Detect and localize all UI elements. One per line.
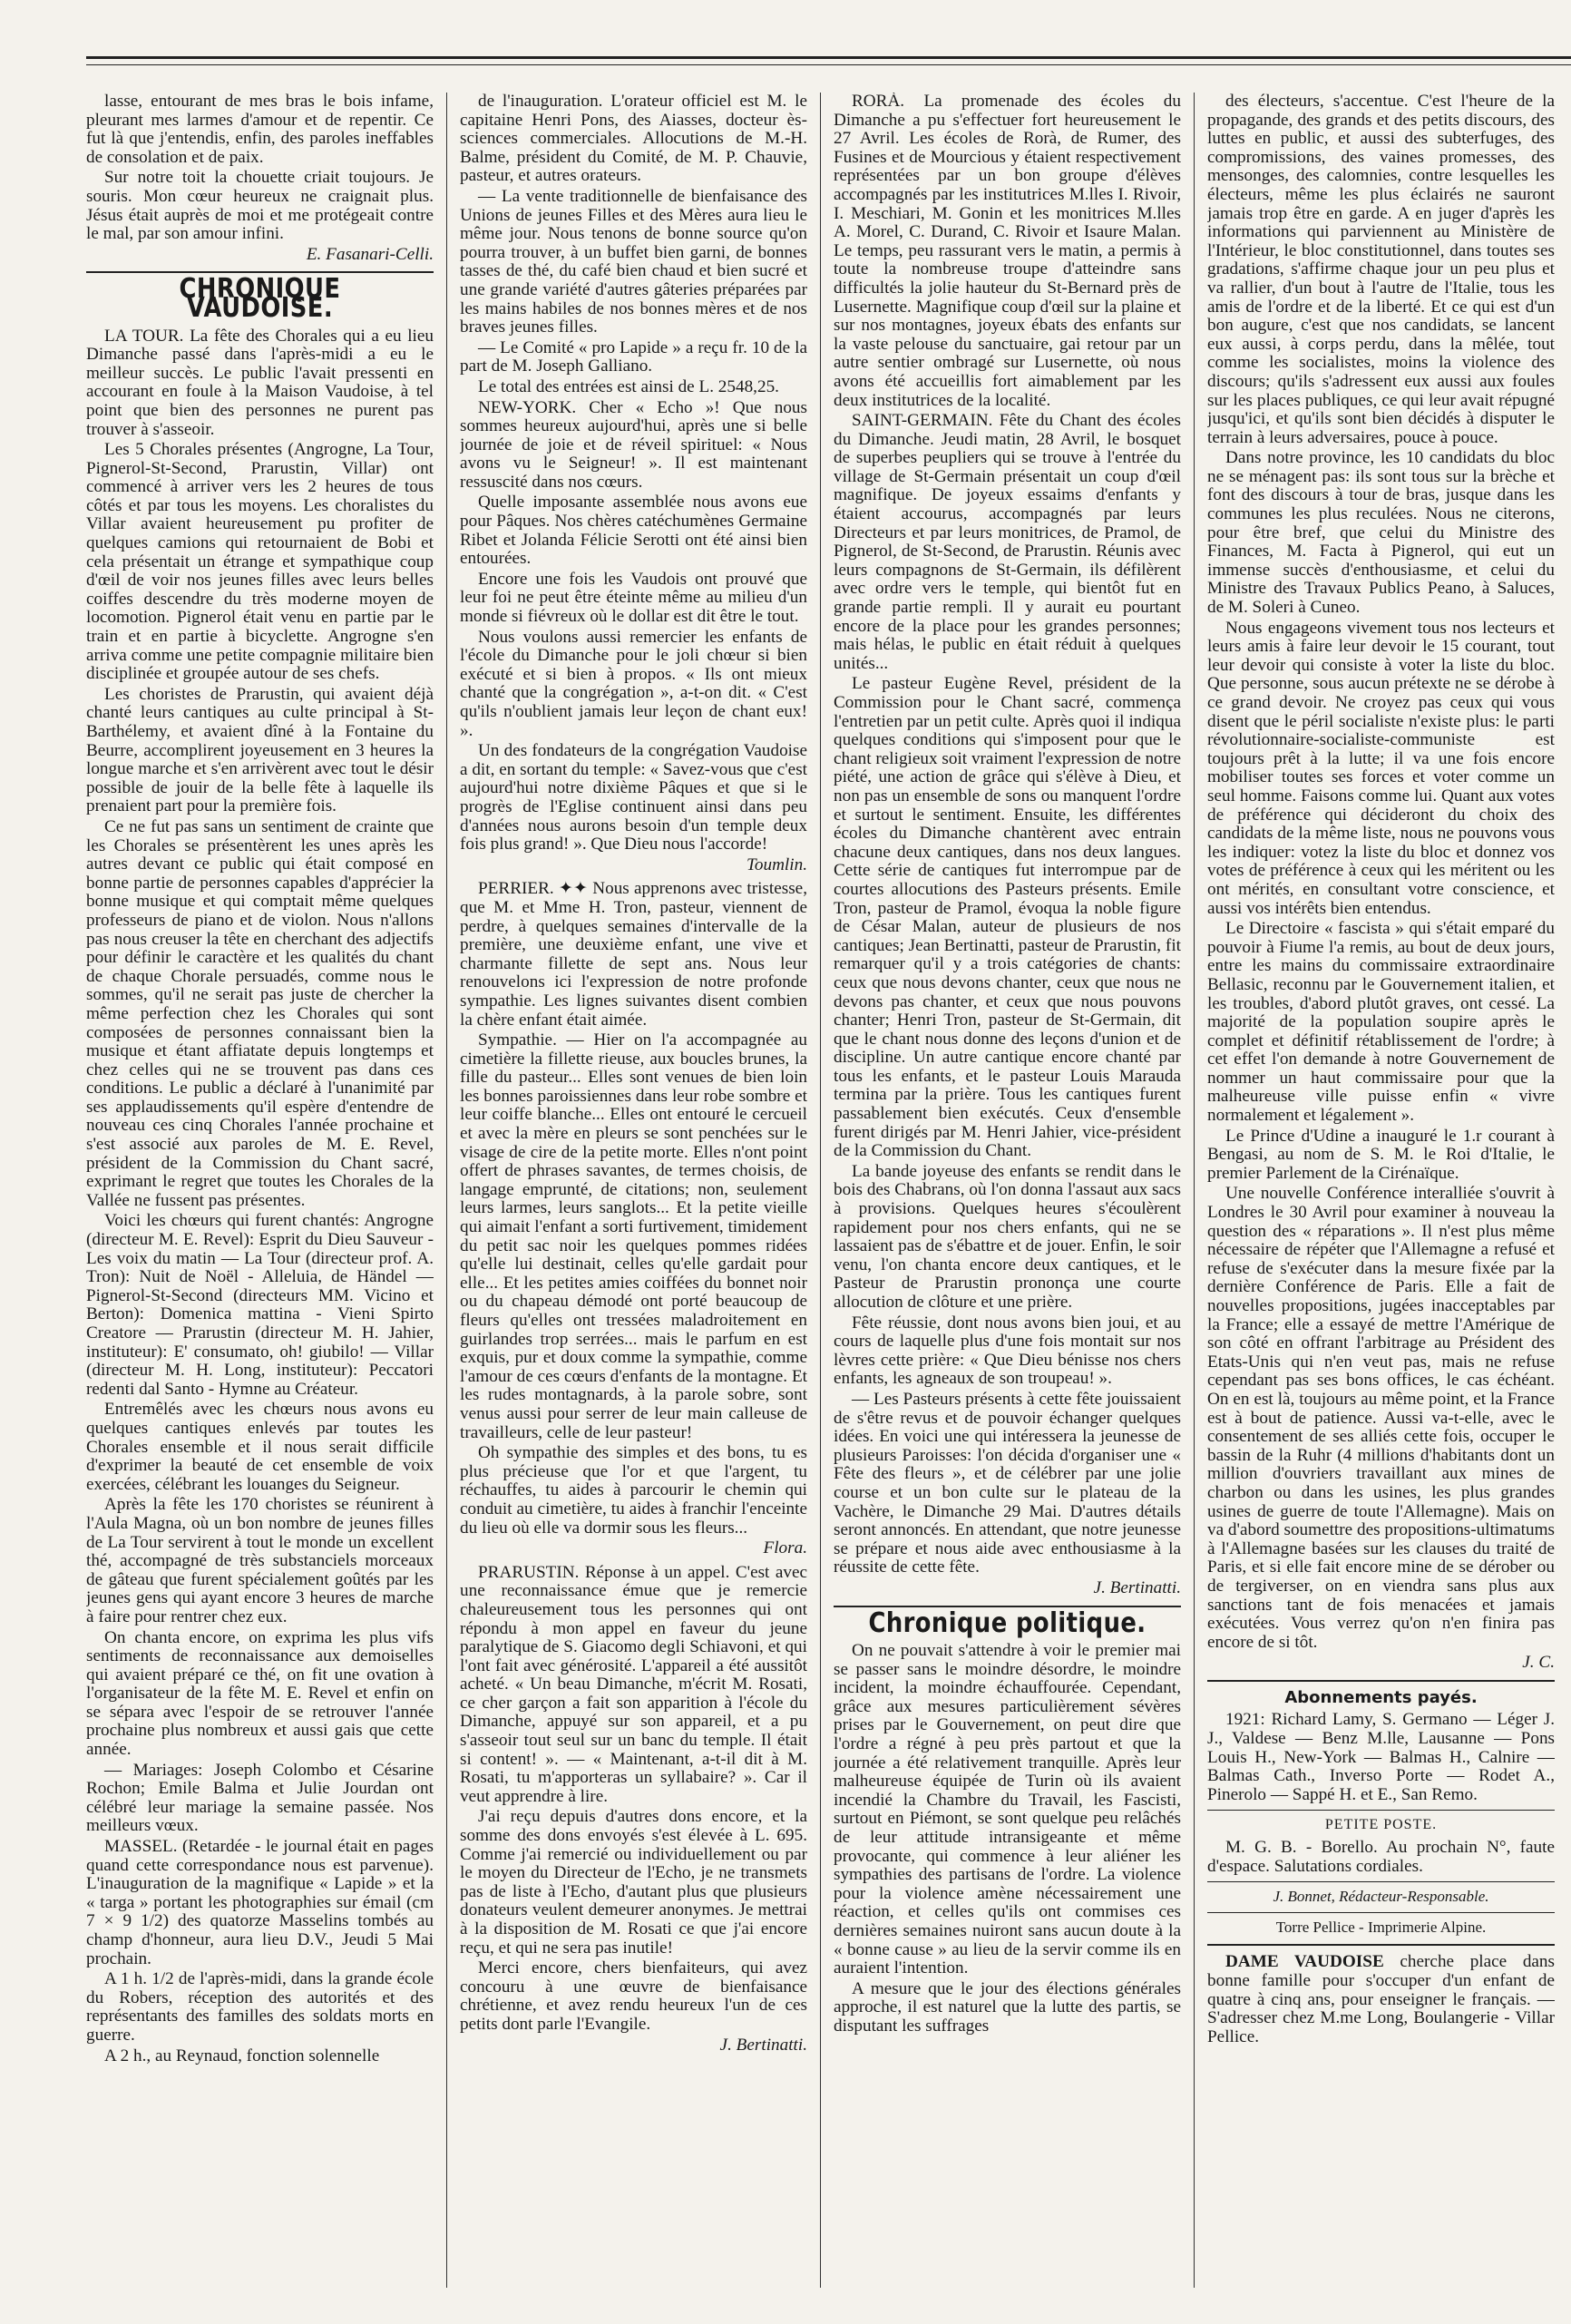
column-divider (820, 93, 821, 2288)
poem-signature: E. Fasanari-Celli. (306, 244, 434, 264)
article-signature: J. C. (1522, 1653, 1555, 1673)
newspaper-page (86, 56, 1571, 2297)
column-4 (1207, 93, 1555, 2288)
article-paragraph: On ne pouvait s'attendre à voir le premier mai se passer sans le moindre désordre, le moindre incident, la moindre échauffourée. Cependant, grâce aux mesures particulièrement sévères prises par le Gouvernement, on peut dire que l'ordre a régné à peu près partout et que la journée a été relativement tranquille. Après leur malheureuse équipée de Turin où ils avaient incendié la Chambre du Travail, les Fascisti, surtout en Piémont, se sont quelque peu relâchés de leur attitude intransigeante et même provocante, qui commence à leur aliéner les sympathies des partisans de l'ordre. La violence pour la violence amène nécessairement une réaction, et celles qu'ils ont commises ces dernières semaines nuiront sans aucun doute à la « bonne cause » au lieu de la servir comme ils en auraient l'intention. (834, 1641, 1181, 1978)
column-3 (834, 93, 1181, 2288)
article-paragraph: On chanta encore, on exprima les plus vifs sentiments de reconnaissance aux demoiselles qui avaient préparé ce thé, on fit une ovation à l'organisateur de la fête M. E. Revel et enfin on se sépara avec l'espoir de se retrouver l'année prochaine plus nombreux et aussi gais que cette année. (86, 1627, 434, 1760)
article-paragraph: Ce ne fut pas sans un sentiment de crainte que les Chorales se présentèrent les unes après les autres devant ce public qui était composé en bonne partie de personnes capables d'apprécier la bonne musique et qui comptait même quelques professeurs de piano et de violon. Nous n'allons pas nous creuser la tête en cherchant des adjectifs pour définir le caractère et les qualités du chant de chaque Chorale persuadés, comme nous le sommes, qu'il ne serait pas juste de chercher la même perfection chez les Chorales qui sont composées de personnes connaissant bien la musique et étant affiatate depuis longtemps et chez celles qui ne se trouvent pas dans ces conditions. Le public a déclaré à l'unanimité par ses applaudissements qu'il espère d'entendre de nouveau ces cinq Chorales l'année prochaine et s'est associé aux paroles de M. E. Revel, président de la Commission du Chant sacré, exprimant le regret que toutes les Chorales de la Vallée ne fussent pas présentes. (86, 816, 434, 1210)
article-signature: Toumlin. (746, 854, 807, 874)
article-paragraph: Une nouvelle Conférence interalliée s'ouvrit à Londres le 30 Avril pour examiner à nouveau la question des « réparations ». Il n'est plus même nécessaire de répéter que l'Allemagne a refusé et refuse de s'exécuter dans la mesure fixée par la dernière Conférence de Paris. Elle a fait de nouvelles propositions, jugées inacceptables par la France; elle a essayé de mettre l'Amérique de son côté en offrant l'arbitrage au Président des Etats-Unis qui n'en veut pas, mais ne refuse cependant pas ses bons offices, le cas échéant. On en est là, toujours au même point, et la France est à bout de patience. Aussi va-t-elle, avec le consentement de ses alliés cette fois, occuper le bassin de la Ruhr (4 millions d'habitants dont un million d'ouvriers travaillant aux mines de charbon ou dans les usines, les plus grandes usines de guerre de toute l'Allemagne). Mais on va d'abord soumettre des propositions-ultimatums à l'Allemagne basées sur les clauses du traité de Paris, et si elle fait encore mine de se dérober ou de tergiverser, on en viendra sans plus aux sanctions tant de fois menacées et jamais exécutées. Vous verrez qu'on n'en finira pas encore de si tôt. (1207, 1184, 1555, 1652)
article-paragraph: Quelle imposante assemblée nous avons eue pour Pâques. Nos chères catéchumènes Germaine Ribet et Jolanda Félicie Serotti ont été ainsi bien entourées. (460, 493, 807, 569)
article-paragraph: Les 5 Chorales présentes (Angrogne, La Tour, Pignerol-St-Second, Prarustin, Villar) ont commencé à arriver vers les 2 heures de tous côtés et par tous les moyens. Les choralistes du Villar avaient heureusement pu profiter de quelques camions qui retournaient de Bobi et cela présentait un étrange et sympathique coup d'œil de voir nos jeunes filles avec leurs belles coiffes descendre du très moderne moyen de locomotion. Pignerol était venu en partie par le train et en partie à bicyclette. Angrogne s'en arriva comme une petite compagnie militaire bien disciplinée et groupée autour de ses chefs. (86, 440, 434, 684)
article-paragraph: Un des fondateurs de la congrégation Vaudoise a dit, en sortant du temple: « Savez-vous que c'est aujourd'hui notre dixième Pâques et que si le progrès de l'Eglise continuent ainsi dans peu d'années nous aurons besoin d'un temple deux fois plus grand! ». Que Dieu nous l'accorde! (460, 741, 807, 854)
article-paragraph: Après la fête les 170 choristes se réunirent à l'Aula Magna, où un bon nombre de jeunes filles de La Tour servirent à tout le monde un excellent thé, accompagné de très substanciels morceaux de gâteau que furent spécialement goûtés par les jeunes gens qui ayant encore 3 heures de marche à faire pour rentrer chez eux. (86, 1495, 434, 1626)
article-signature: Flora. (763, 1538, 807, 1558)
ad-title: DAME VAUDOISE (1225, 1952, 1384, 1972)
article-paragraph: A mesure que le jour des élections générales approche, il est naturel que la lutte des partis, se disputant les suffrages (834, 1978, 1181, 2036)
article-paragraph: SAINT-GERMAIN. Fête du Chant des écoles du Dimanche. Jeudi matin, 28 Avril, le bosquet de superbes peupliers qui se trouve à l'entrée du village de St-Germain présentait un coup d'œil magnifique. De joyeux essaims d'enfants y étaient accourus, accompagnés par leurs Directeurs et par leurs monitrices, de Pramol, de Pignerol, de St-Second, de Prarustin. Réunis avec leurs compagnons de St-Germain, ils défilèrent avec ordre vers le temple, qui bientôt fut en grande partie rempli. Il y aurait eu pourtant encore de la place pour les grandes personnes; mais hélas, le public en était réduit à quelques unités... (834, 411, 1181, 673)
column-divider (1194, 93, 1195, 2288)
article-paragraph: PERRIER. ✦✦ Nous apprenons avec tristesse, que M. et Mme H. Tron, pasteur, viennent de perdre, à quelques semaines d'intervalle de la première, une deuxième enfant, une vive et charmante fillette de sept ans. Nous leur renouvelons ici l'expression de notre profonde sympathie. Les lignes suivantes disent combien la chère enfant était aimée. (460, 879, 807, 1030)
abonnements-list: 1921: Richard Lamy, S. Germano — Léger J. J., Valdese — Benz M.lle, Lausanne — Pons Louis H., New-York — Balmas H., Calnire — Balmas Cath., Inverso Porte — Rodet A., Pinerolo — Sappé H. et E., San Remo. (1207, 1710, 1555, 1804)
article-paragraph: A 2 h., au Reynaud, fonction solennelle (104, 2046, 380, 2065)
article-paragraph: Le total des entrées est ainsi de L. 2548,25. (478, 376, 779, 396)
article-paragraph: J'ai reçu depuis d'autres dons encore, et la somme des dons envoyés s'est élevée à L. 695. Comme j'ai remercié ou individuellement ou par le moyen du Directeur de l'Echo, je ne transmets pas de liste à l'Echo, d'autant plus que plusieurs donateurs veulent demeurer anonymes. Je mettrai à la disposition de M. Rosati ce que j'ai encore reçu, et qui ne sera pas inutile! (460, 1807, 807, 1958)
article-paragraph: Dans notre province, les 10 candidats du bloc ne se ménagent pas: ils sont tous sur la brèche et font des discours à tour de bras, jusque dans les communes les plus reculées. Nous ne citerons, pour être bref, que celui du Ministre des Finances, M. Facta à Pignerol, qui eut un immense succès d'enthousiasme, et celui du Ministre des Travaux Publics Peano, à Saluces, de M. Soleri à Cuneo. (1207, 448, 1555, 618)
top-rule (86, 56, 1571, 65)
column-divider (446, 93, 447, 2288)
imprimerie-line: Torre Pellice - Imprimerie Alpine. (1275, 1918, 1487, 1936)
article-paragraph: Le pasteur Eugène Revel, président de la Commission pour le Chant sacré, commença l'entretien par un petit culte. Après quoi il indiqua quelques conditions qui s'imposent pour que le chant religieux soit vraiment l'expression de notre piété, une action de grâce qui s'élève à Dieu, et non pas un ensemble de sons ou manquent l'ordre et surtout le sentiment. Ensuite, les différentes écoles du Dimanche chantèrent avec entrain chacune deux cantiques, dans nos deux langues. Cette série de cantiques fut interrompue par de courtes allocutions des Pasteurs présents. Emile Tron, pasteur de Pramol, évoqua la noble figure de César Malan, auteur de plusieurs de nos cantiques; Jean Bertinatti, pasteur de Prarustin, fit remarquer qu'il y a trois catégories de chants: ceux que nous devons chanter, ceux que nous ne devons pas chanter, et ceux que nous pouvons chanter; Henri Tron, pasteur de St-Germain, dit que le chant nous donne des leçons d'union et de discipline. Un autre cantique encore chanté par tous les enfants, et le pasteur Louis Marauda termina par la prière. Tous les cantiques furent passablement bien exécutés. Ceux d'ensemble furent dirigés par M. Henri Jahier, vice-président de la Commission du Chant. (834, 674, 1181, 1161)
article-paragraph: des électeurs, s'accentue. C'est l'heure de la propagande, des grands et des petits discours, des luttes en public, et aussi des subterfuges, des compromissions, des vaines promesses, des mensonges, des calomnies, contre lesquelles les électeurs, même les plus éclairés ne sauront jamais trop être en garde. A en juger d'après les informations qui parviennent au Ministère de l'Intérieur, le bloc constitutionnel, dans toutes ses gradations, s'affirme chaque jour un peu plus et va rallier, d'un bout à l'autre de l'Italie, tous les amis de l'ordre et de la liberté. Et ce qui est d'un bon augure, c'est que nos candidats, se lancent eux aussi, à corps perdu, dans la mêlée, tout comme les socialistes, moins la violence des discours; qu'ils s'adressent eux aussi aux foules sur les places publiques, ce qui leur avait répugné jusqu'ici, et qu'ils sont bien décidés à disputer le terrain à leurs adversaires, pouce à pouce. (1207, 93, 1555, 447)
article-paragraph: Oh sympathie des simples et des bons, tu es plus précieuse que l'or et que l'argent, tu réchauffes, tu aides à parcourir le chemin qui conduit au cimetière, tu aides à franchir l'enceinte du lieu où elle va dormir sous les fleurs... (460, 1443, 807, 1538)
article-paragraph: A 1 h. 1/2 de l'après-midi, dans la grande école du Robers, réception des autorités et des représentants des familles des soldats morts en guerre. (86, 1969, 434, 2045)
article-paragraph: MASSEL. (Retardée - le journal était en pages quand cette correspondance nous est parvenue). L'inauguration de la magnifique « Lapide » et la « targa » portant les photographies sur émail (cm 7 × 9 1/2) des quatorze Masselins tombés au champ d'honneur, aura lieu D.V., Jeudi 5 Mai prochain. (86, 1837, 434, 1968)
article-paragraph: Nous engageons vivement tous nos lecteurs et leurs amis à faire leur devoir le 15 courant, tout leur devoir qui consiste à voter la liste du bloc. Que personne, sous aucun prétexte ne se dérobe à ce grand devoir. Ne croyez pas ceux qui vous disent que le péril socialiste n'existe plus: le parti révolutionnaire-socialiste-communiste est toujours prêt à la lutte; il va une fois encore mobiliser toutes ses forces et voter comme un seul homme. Faisons comme lui. Quant aux votes de préférence qui décideront du choix des candidats de la même liste, nous ne pouvons vous les indiquer: votez la liste du bloc et donnez vos votes de préférence à ceux qui les méritent ou les ont mérités, en consultant votre conscience, et aussi vos intérêts bien entendus. (1207, 618, 1555, 918)
section-title-chronique-politique: Chronique politique. (868, 1606, 1147, 1639)
article-paragraph: — La vente traditionnelle de bienfaisance des Unions de jeunes Filles et des Mères aura lieu le même jour. Nous tenons de bonne source qu'on pourra trouver, à un buffet bien garni, de bonnes tasses de thé, du café bien chaud et bien sucré et une grande variété d'autres gâteries préparées par les mains habiles de nos bonnes mères et de nos braves jeunes filles. (460, 186, 807, 337)
petite-poste-title: PETITE POSTE. (1324, 1817, 1438, 1833)
section-rule (1207, 1810, 1555, 1811)
article-paragraph: — Le Comité « pro Lapide » a reçu fr. 10 de la part de M. Joseph Galliano. (460, 337, 807, 376)
article-signature: J. Bertinatti. (719, 2035, 807, 2055)
article-paragraph: Sympathie. — Hier on l'a accompagnée au cimetière la fillette rieuse, aux boucles brunes, la fille du pasteur... Elles sont venues de bien loin les bonnes paroissiennes dans leur robe sombre et leur coiffe blanche... Elles ont entouré le cercueil et avec la mère en pleurs se sont penchées sur le visage de cire de la petite morte. Elles n'ont point offert de phrases savantes, de termes choisis, de langage emprunté, de citations; non, seulement leurs larmes, leurs sanglots... Et la petite vieille qui aimait l'enfant a sorti furtivement, timidement du petit sac noir les quelques pommes ridées qu'elle lui destinait, celles qu'elle gardait pour elle... Et les petites amies coiffées du bonnet noir ou du chapeau démodé ont porté beaucoup de fleurs qu'elles ont tressées maladroitement en guirlandes trop serrées... mais le parfum en est exquis, pur et doux comme la sympathie, comme l'amour de ces cœurs d'enfants de la montagne. Et les rudes montagnards, à la parole sobre, sont venus aussi pour serrer de leur main calleuse de travailleurs, celle de leur pasteur! (460, 1030, 807, 1442)
poem-paragraph: Sur notre toit la chouette criait toujours. Je souris. Mon cœur heureux ne craignait plus. Jésus était auprès de moi et me protégeait contre le mal, par son amour infini. (86, 168, 434, 244)
article-paragraph: Merci encore, chers bienfaiteurs, qui avez concouru à une œuvre de bienfaisance chrétienne, et avez rendu heureux l'un de ces petits dont parle l'Evangile. (460, 1958, 807, 2034)
column-2 (460, 93, 807, 2288)
article-paragraph: Le Directoire « fascista » qui s'était emparé du pouvoir à Fiume l'a remis, au bout de deux jours, entre les mains du commissaire extraordinaire Bellasic, reconnu par le Gouvernement italien, et les troubles, d'abord plutôt graves, ont cessé. La majorité de la population soupire après le complet et définitif rétablissement de l'ordre; à cet effet l'on demande à notre Gouvernement de nommer un haut commissaire pour que la malheureuse ville puisse enfin « vivre normalement et légalement ». (1207, 919, 1555, 1126)
article-paragraph: La bande joyeuse des enfants se rendit dans le bois des Chabrans, où l'on donna l'assaut aux sacs à provisions. Quelques heures s'écoulèrent rapidement pour nos chers enfants, qui ne se lassaient pas de s'ébattre et de jouer. Enfin, le soir venu, l'on chanta encore deux cantiques, et le Pasteur de Prarustin prononça une courte allocution de clôture et une prière. (834, 1161, 1181, 1312)
article-paragraph: Fête réussie, dont nous avons bien joui, et au cours de laquelle plus d'une fois montait sur nos lèvres cette prière: « Que Dieu bénisse nos chers enfants, les agneaux de son troupeau! ». (834, 1313, 1181, 1389)
article-paragraph: de l'inauguration. L'orateur officiel est M. le capitaine Henri Pons, des Aiasses, docteur ès-sciences commerciales. Allocutions de M.-H. Balme, président du Comité, de M. P. Chauvie, pasteur, et autres orateurs. (460, 93, 807, 186)
ad-text: cherche place dans bonne famille pour s'occuper d'un enfant de quatre à cinq ans, pour enseigner le français. — S'adresser chez M.me Long, Boulangerie - Villar Pellice. (1207, 1952, 1555, 2046)
section-rule (1207, 1944, 1555, 1946)
section-title-chronique-vaudoise: CHRONIQUE VAUDOISE. (179, 273, 341, 324)
article-paragraph: NEW-YORK. Cher « Echo »! Que nous sommes heureux aujourd'hui, après une si belle journée de joie et de réveil spirituel: « Nous avons vu le Seigneur! ». Il est maintenant ressuscité dans nos cœurs. (460, 397, 807, 492)
article-signature: J. Bertinatti. (1093, 1577, 1181, 1597)
section-rule (1207, 1881, 1555, 1882)
article-paragraph: Voici les chœurs qui furent chantés: Angrogne (directeur M. E. Revel): Esprit du Dieu Sauveur - Les voix du matin — La Tour (directeur prof. A. Tron): Nuit de Noël - Alleluia, de Händel — Pignerol-St-Second (directeurs MM. Vicino et Berton): Domenica mattina - Vieni Spirto Creatore — Prarustin (directeur M. H. Jahier, instituteur): E' consumato, oh! giubilo! — Villar (directeur M. H. Long, instituteur): Peccatori redenti dal Santo - Hymne au Créateur. (86, 1211, 434, 1399)
article-paragraph: — Les Pasteurs présents à cette fête jouissaient de s'être revus et de pouvoir échanger quelques idées. En voici une qui intéressera la jeunesse de plusieurs Paroisses: l'on décida d'organiser une « Fête des fleurs », et de célébrer par une jolie course et un bon culte sur le plateau de la Vachère, le Dimanche 29 Mai. D'autres détails seront annoncés. En attendant, que notre jeunesse se prépare et nous aide avec enthousiasme à la réussite de cette fête. (834, 1389, 1181, 1577)
article-paragraph: Le Prince d'Udine a inauguré le 1.r courant à Bengasi, au nom de S. M. le Roi d'Italie, le premier Parlement de la Cirénaïque. (1207, 1126, 1555, 1183)
article-paragraph: RORÀ. La promenade des écoles du Dimanche a pu s'effectuer fort heureusement le 27 Avril. Les écoles de Rorà, de Rumer, des Fusines et de Mourcious y étaient respectivement représentées par un bon groupe d'élèves accompagnés par les institutrices M.lles I. Rivoir, I. Meschiari, M. Gonin et les monitrices M.lles A. Morel, C. Durand, C. Rivoir et Isaure Malan. Le temps, peu rassurant vers le matin, a permis à toute la nombreuse troupe d'atteindre sans difficultés la jolie hauteur du St-Bernard près de Lusernette. Magnifique coup d'œil sur la plaine et sur nos montagnes, joyeux ébats des enfants sur la vaste pelouse du sanctuaire, gai retour par un autre sentier ombragé sur Lusernette, où nous avons été accueillis fort aimablement par les deux institutrices de la localité. (834, 93, 1181, 410)
column-1 (86, 93, 434, 2288)
article-paragraph: Entremêlés avec les chœurs nous avons eu quelques cantiques enlevés par toutes les Chorales ensemble et il nous serait difficile d'exprimer la beauté de cet ensemble de voix exercées, célébrant les louanges du Seigneur. (86, 1400, 434, 1494)
article-paragraph: Les choristes de Prarustin, qui avaient déjà chanté leurs cantiques au culte principal à St-Barthélemy, et avaient dîné à la Fontaine du Beurre, accomplirent joyeusement en 3 heures la longue marche et s'en arrivèrent avec tout le désir possible de jouir de la belle fête à laquelle ils prenaient part pour la première fois. (86, 684, 434, 816)
article-paragraph: Nous voulons aussi remercier les enfants de l'école du Dimanche pour le joli chœur si bien exécuté et si bien à propos. « Ils ont mieux chanté que la congrégation », a-t-on dit. « C'est qu'ils n'oublient jamais leur leçon de chant eux! ». (460, 627, 807, 740)
poem-paragraph: lasse, entourant de mes bras le bois infame, pleurant mes larmes d'amour et de repentir. Ce fut là que j'entendis, enfin, des paroles ineffables de consolation et de paix. (86, 93, 434, 167)
article-paragraph: LA TOUR. La fête des Chorales qui a eu lieu Dimanche passé dans l'après-midi a eu le meilleur succès. Le public l'avait pressenti en accourant en foule à la Maison Vaudoise, à tel point que bien des personnes ne purent pas trouver à s'asseoir. (86, 326, 434, 439)
petite-poste-text: M. G. B. - Borello. Au prochain N°, faute d'espace. Salutations cordiales. (1207, 1838, 1555, 1876)
gerant-line: J. Bonnet, Rédacteur-Responsable. (1273, 1888, 1489, 1906)
abonnements-title: Abonnements payés. (1284, 1687, 1478, 1707)
article-paragraph: PRARUSTIN. Réponse à un appel. C'est avec une reconnaissance émue que je remercie chaleureusement tous les personnes qui ont répondu à mon appel en faveur du jeune paralytique de S. Giacomo degli Schiavoni, et qui l'ont fait avec générosité. L'appareil a été aussitôt acheté. « Un beau Dimanche, m'écrit M. Rosati, ce cher garçon a fait son apparition à l'école du Dimanche, appuyé sur son appareil, et a pu s'asseoir tout seul sur un banc du temple. Il était si content! ». — « Maintenant, a-t-il dit à M. Rosati, tu m'apporteras un syllabaire? ». Car il veut apprendre à lire. (460, 1562, 807, 1806)
article-paragraph: Encore une fois les Vaudois ont prouvé que leur foi ne peut être éteinte même au milieu d'un monde si fiévreux où le dollar est dit être le tout. (460, 569, 807, 627)
article-paragraph: — Mariages: Joseph Colombo et Césarine Rochon; Emile Balma et Julie Jourdan ont célébré leur mariage la semaine passée. Nos meilleurs vœux. (86, 1760, 434, 1836)
section-rule (1207, 1680, 1555, 1682)
section-rule (1207, 1912, 1555, 1913)
